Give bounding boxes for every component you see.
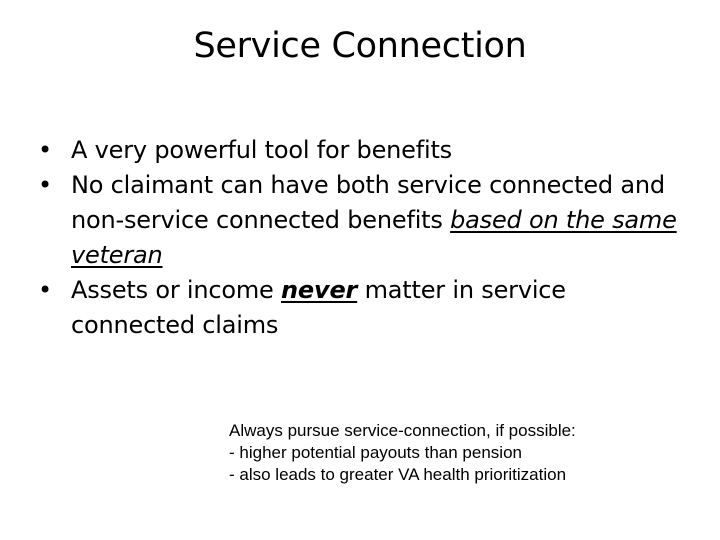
bullet-text: Assets or income bbox=[71, 276, 282, 304]
bullet-icon: • bbox=[38, 276, 52, 304]
bullet-emphasis: based on the same veteran bbox=[71, 206, 677, 269]
bullet-icon: • bbox=[38, 136, 52, 164]
bullet-item bbox=[38, 133, 678, 168]
bullet-emphasis: never bbox=[281, 276, 358, 304]
note-box bbox=[229, 420, 699, 486]
bullet-icon: • bbox=[38, 171, 52, 199]
bullet-item bbox=[38, 168, 678, 273]
bullet-text: matter in service connected claims bbox=[71, 276, 566, 339]
bullet-text: No claimant can have both service connected and non-service connected benefits bbox=[71, 171, 665, 234]
slide-title: Service Connection bbox=[193, 26, 527, 66]
bullet-list bbox=[38, 133, 678, 343]
note-line: - also leads to greater VA health prioritization bbox=[229, 465, 567, 484]
note-line: Always pursue service-connection, if possible: bbox=[229, 421, 576, 440]
bullet-item bbox=[38, 273, 678, 343]
note-line: - higher potential payouts than pension bbox=[229, 443, 522, 462]
bullet-text: A very powerful tool for benefits bbox=[71, 136, 452, 164]
